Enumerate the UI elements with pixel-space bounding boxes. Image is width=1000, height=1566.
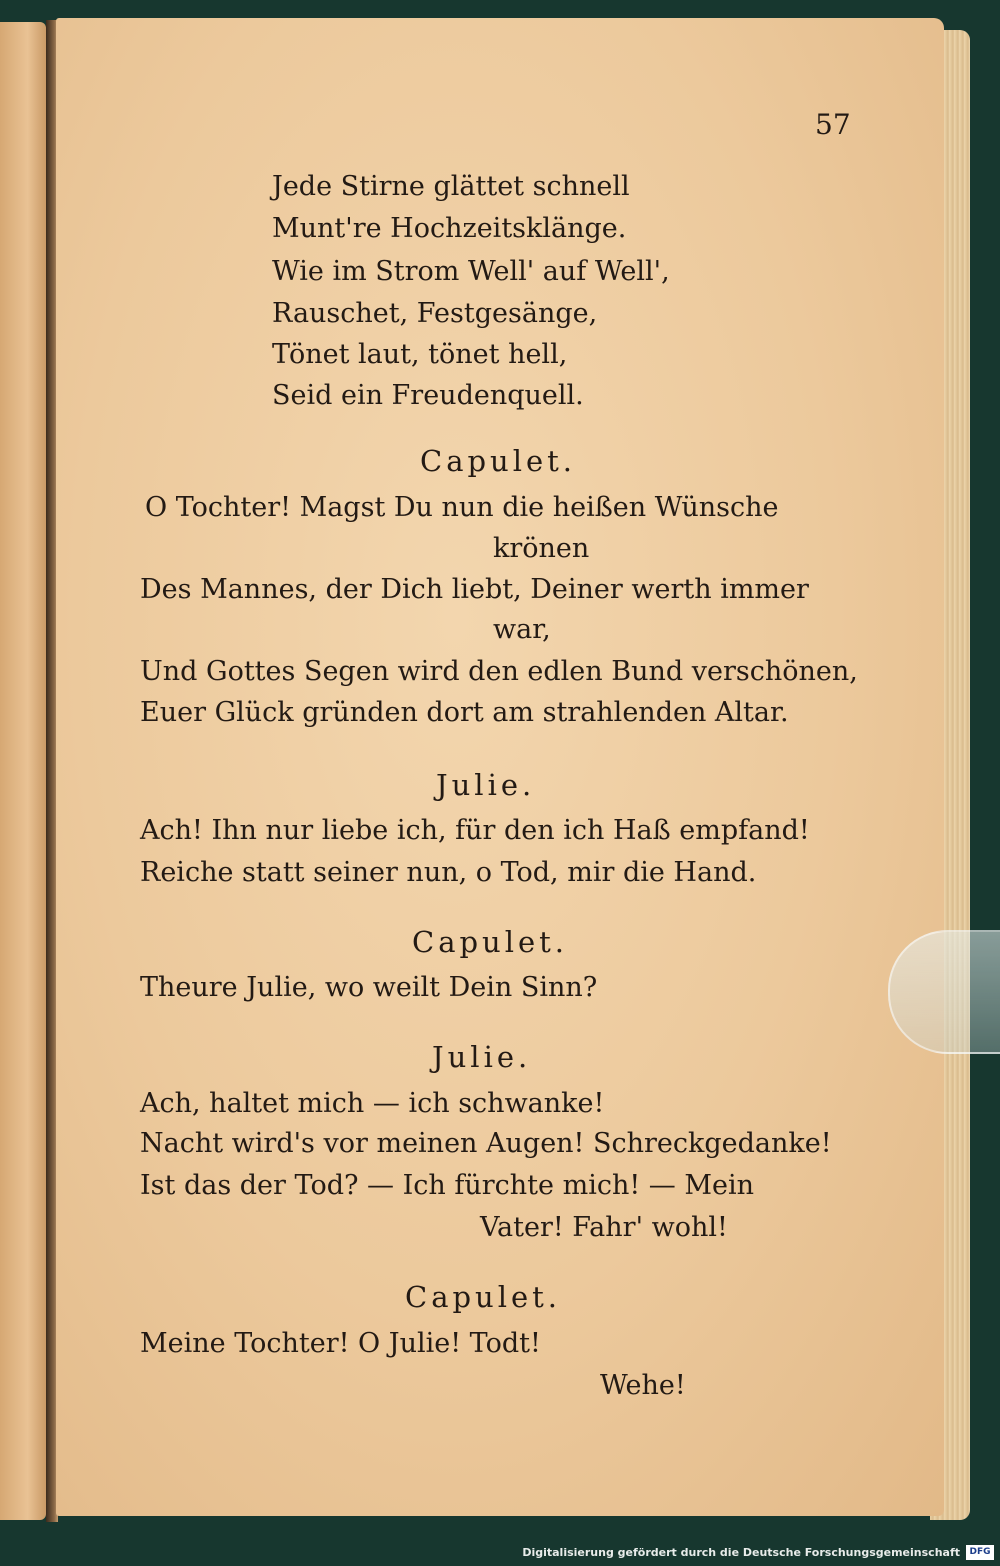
page-number: 57 [815,108,851,141]
dialogue-line: O Tochter! Magst Du nun die heißen Wünsche [145,492,779,523]
dialogue-line: Ach, haltet mich — ich schwanke! [140,1088,605,1119]
speaker-heading: Julie. [432,1040,532,1074]
dialogue-line: Euer Glück gründen dort am strahlenden Altar. [140,697,789,728]
speaker-heading: Capulet. [412,925,569,959]
dialogue-line: krönen [493,533,590,564]
verse-line: Rauschet, Festgesänge, [272,298,598,329]
facing-page-edge [0,22,46,1520]
dialogue-line: Und Gottes Segen wird den edlen Bund verschönen, [140,656,858,687]
speaker-heading: Julie. [436,768,536,802]
dialogue-line: Reiche statt seiner nun, o Tod, mir die Hand. [140,857,757,888]
dialogue-line: Ist das der Tod? — Ich fürchte mich! — Mein [140,1170,754,1201]
dialogue-line: Nacht wird's vor meinen Augen! Schreckgedanke! [140,1128,832,1159]
dfg-logo: DFG [966,1545,994,1560]
dialogue-line: Meine Tochter! O Julie! Todt! [140,1328,541,1359]
dialogue-line: Ach! Ihn nur liebe ich, für den ich Haß empfand! [140,815,810,846]
verse-line: Seid ein Freudenquell. [272,380,584,411]
dialogue-line: war, [493,614,551,645]
page-clip [888,930,1000,1054]
verse-line: Jede Stirne glättet schnell [272,171,630,202]
verse-line: Munt're Hochzeitsklänge. [272,213,627,244]
verse-line: Wie im Strom Well' auf Well', [272,256,670,287]
dialogue-line: Des Mannes, der Dich liebt, Deiner werth immer [140,574,809,605]
speaker-heading: Capulet. [420,444,577,478]
speaker-heading: Capulet. [405,1280,562,1314]
dialogue-line: Wehe! [600,1370,686,1401]
dialogue-line: Theure Julie, wo weilt Dein Sinn? [140,972,598,1003]
dialogue-line: Vater! Fahr' wohl! [480,1212,728,1243]
digitization-credit: Digitalisierung gefördert durch die Deutsche Forschungsgemeinschaft [522,1546,960,1559]
verse-line: Tönet laut, tönet hell, [272,339,568,370]
